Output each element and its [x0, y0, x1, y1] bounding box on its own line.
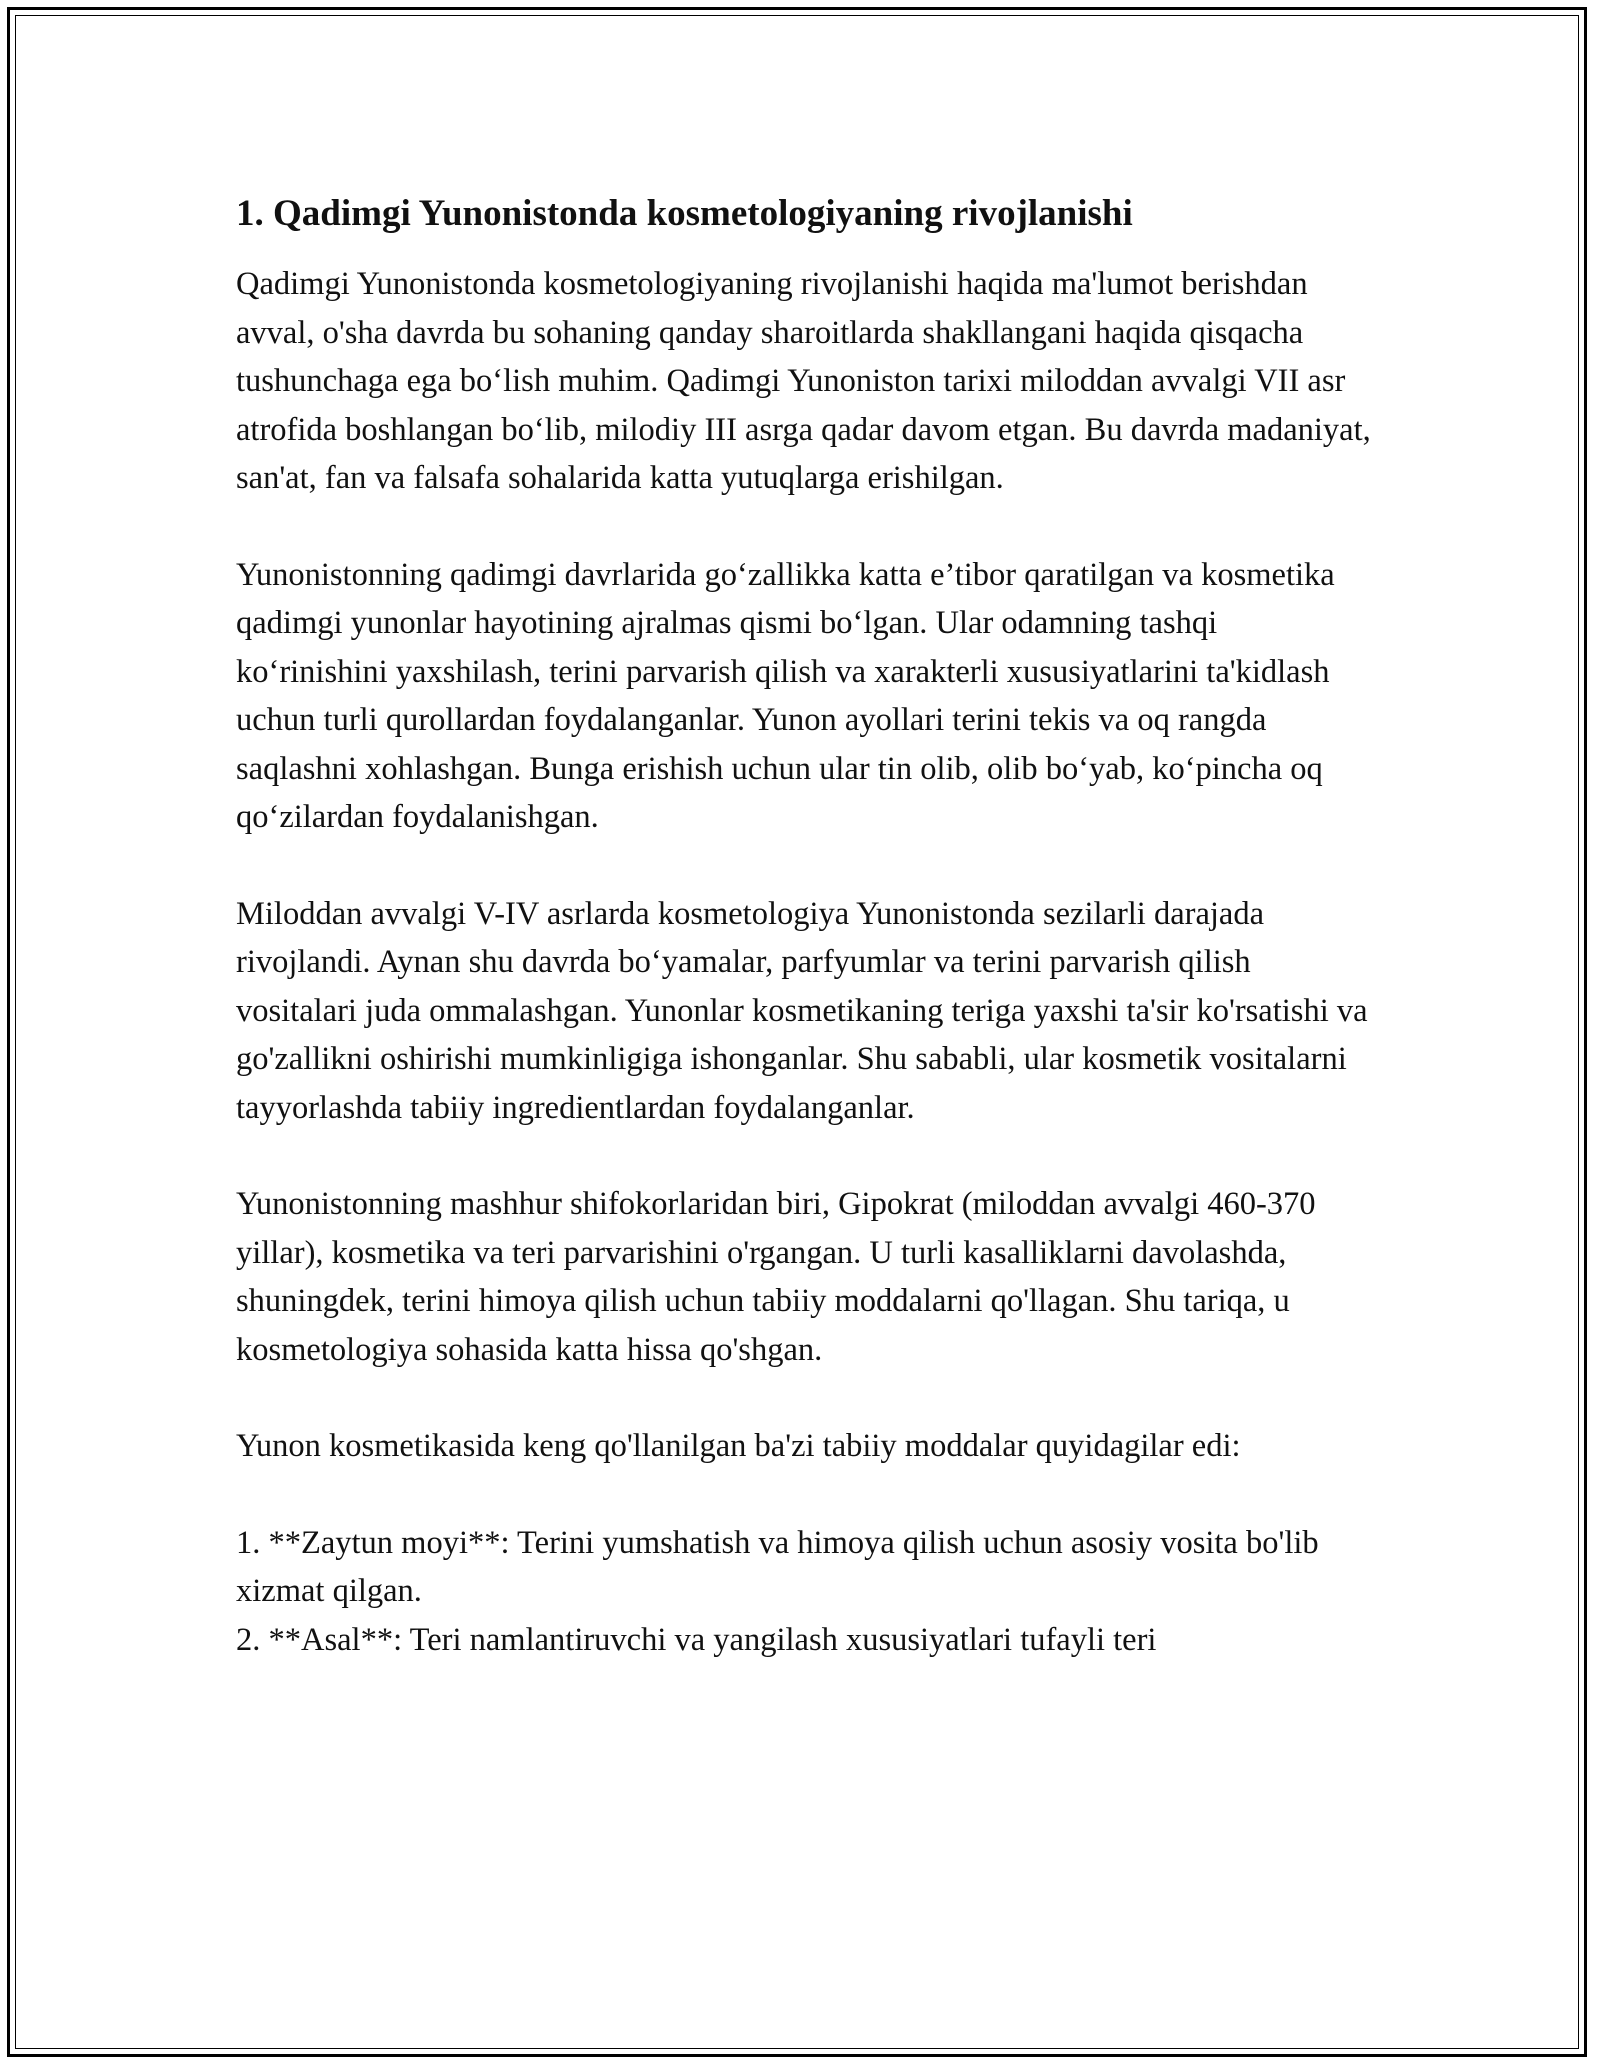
paragraph-5: Yunon kosmetikasida keng qo'llanilgan ba'zi tabiiy moddalar quyidagilar edi: — [236, 1428, 1241, 1464]
list-item: 2. **Asal**: Teri namlantiruvchi va yangilash xususiyatlari tufayli teri — [236, 1621, 1157, 1658]
paragraph-1: Qadimgi Yunonistonda kosmetologiyaning rivojlanishi haqida ma'lumot berishdan avval, o'sha davrda bu sohaning qanday sharoitlarda shakllangani haqida qisqacha tushunchaga ega bo‘lish muhim. Qadimgi Yunoniston tarixi miloddan avvalgi VII asr atrofida boshlangan bo‘lib, milodiy III asrga qadar davom etgan. Bu davrda madaniyat, san'at, fan va falsafa sohalarida katta yutuqlarga erishilgan. — [236, 266, 1371, 496]
paragraph-4: Yunonistonning mashhur shifokorlaridan biri, Gipokrat (miloddan avvalgi 460-370 yillar), kosmetika va teri parvarishini o'rgangan. U turli kasalliklarni davolashda, shuningdek, terini himoya qilish uchun tabiiy moddalarni qo'llagan. Shu tariqa, u kosmetologiya sohasida katta hissa qo'shgan. — [236, 1186, 1316, 1368]
document-title: 1. Qadimgi Yunonistonda kosmetologiyaning rivojlanishi — [236, 193, 1133, 234]
document-body — [236, 186, 1376, 1664]
paragraph-2: Yunonistonning qadimgi davrlarida go‘zallikka katta e’tibor qaratilgan va kosmetika qadimgi yunonlar hayotining ajralmas qismi bo‘lgan. Ular odamning tashqi ko‘rinishini yaxshilash, terini parvarish qilish va xarakterli xususiyatlarini ta'kidlash uchun turli qurollardan foydalanganlar. Yunon ayollari terini tekis va oq rangda saqlashni xohlashgan. Bunga erishish uchun ular tin olib, olib bo‘yab, ko‘pincha oq qo‘zilardan foydalanishgan. — [236, 556, 1335, 835]
ingredient-list — [236, 1519, 1376, 1665]
paragraph-3: Miloddan avvalgi V-IV asrlarda kosmetologiya Yunonistonda sezilarli darajada rivojlandi. Aynan shu davrda bo‘yamalar, parfyumlar va terini parvarish qilish vositalari juda ommalashgan. Yunonlar kosmetikaning teriga yaxshi ta'sir ko'rsatishi va go'zallikni oshirishi mumkinligiga ishonganlar. Shu sababli, ular kosmetik vositalarni tayyorlashda tabiiy ingredientlardan foydalanganlar. — [236, 895, 1368, 1126]
list-item: 1. **Zaytun moyi**: Terini yumshatish va himoya qilish uchun asosiy vosita bo'lib xizmat qilgan. — [236, 1524, 1319, 1609]
